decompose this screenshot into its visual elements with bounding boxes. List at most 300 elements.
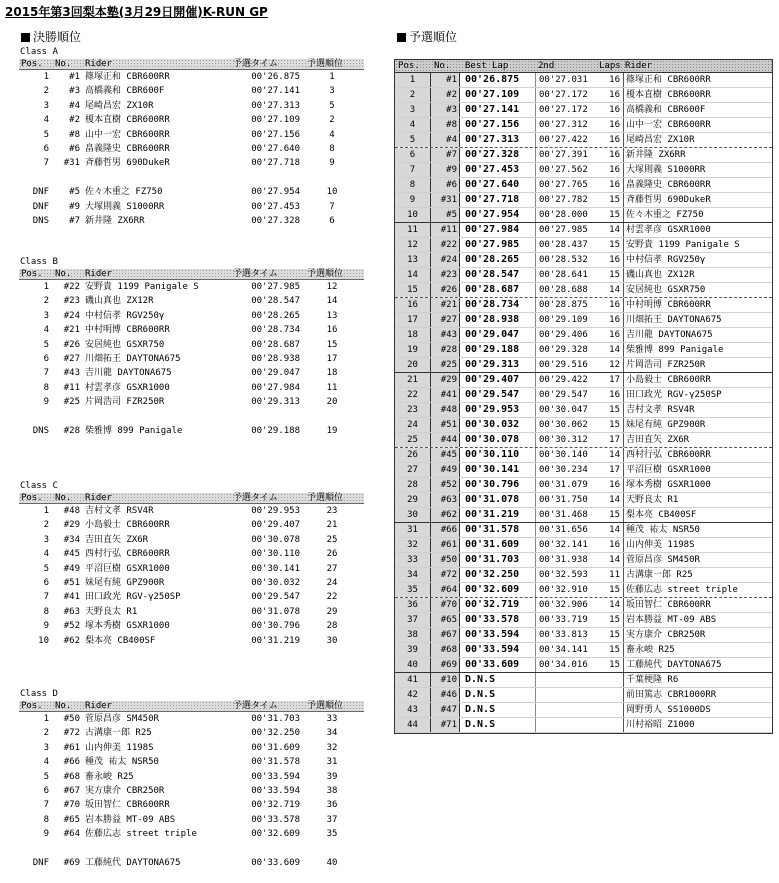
cell-no: #43 [431,328,460,342]
table-row [395,163,772,178]
cell-time: 00'29.047 [251,368,300,379]
cell-no: #10 [431,673,460,687]
cell-rider: 小島毅士 CBR600RR [85,520,170,531]
cell-laps: 17 [609,435,620,445]
cell-no: #28 [63,426,80,436]
cell-best: 00'31.609 [465,539,520,550]
cell-no: #3 [431,103,460,117]
cell-best: 00'27.313 [465,134,520,145]
cell-rider: 新井隆 ZX6RR [85,216,145,226]
cell-rank: 32 [326,742,338,753]
cell-rider: 種茂 祐太 NSR50 [85,757,159,768]
cell-rider: 坂田智仁 CBR600RR [623,598,711,612]
cell-no: #1 [431,73,460,87]
cell-laps: 14 [609,495,620,505]
cell-rank: 18 [326,368,338,379]
cell-laps: 16 [609,390,620,400]
cell-pos: 4 [43,757,49,768]
table-row [19,635,364,647]
cell-no: #22 [63,282,80,292]
cell-pos: 39 [395,643,431,657]
cell-no: #66 [63,757,80,768]
cell-no: #61 [431,538,460,552]
cell-second: 00'30.140 [535,448,597,462]
cell-second: 00'29.406 [535,328,597,342]
cell-laps [598,688,620,702]
table-row [395,268,772,283]
cell-rank: 25 [326,534,338,545]
cell-pos: 14 [395,268,431,282]
cell-pos: 25 [395,433,431,447]
table-row [395,193,772,208]
cell-pos: 9 [43,829,49,840]
cell-no: #11 [431,223,460,237]
cell-rank: 10 [326,187,338,198]
cell-pos: 44 [395,718,431,732]
cell-pos: 7 [43,158,49,169]
cell-pos: 22 [395,388,431,402]
cell-no: #43 [63,368,80,379]
cell-best: D.N.S [465,689,496,700]
cell-best: 00'29.407 [465,374,520,385]
table-row [19,425,364,437]
cell-best: 00'32.609 [465,584,520,595]
cell-best: 00'27.328 [465,149,520,160]
header-best-lap: Best Lap [465,61,509,71]
cell-second: 00'27.985 [535,223,597,237]
page-title: 2015年第3回梨本塾(3月29日開催)K-RUN GP [5,5,268,19]
cell-no: #50 [63,714,80,724]
cell-rider: 西村行弘 CBR600RR [623,448,711,462]
cell-second: 00'33.813 [535,628,597,642]
cell-rank: 13 [326,310,338,321]
cell-time: 00'29.953 [251,506,300,516]
cell-pos: 26 [395,448,431,462]
cell-rider: 山内伸美 1198S [85,742,154,753]
cell-pos: 33 [395,553,431,567]
table-row [19,814,364,826]
cell-pos: 9 [43,621,49,632]
cell-best: 00'31.703 [465,554,520,565]
cell-pos: DNF [32,858,49,868]
cell-time: 00'27.328 [251,216,300,226]
cell-laps: 15 [609,270,620,280]
cell-pos: 32 [395,538,431,552]
cell-time: 00'26.875 [251,72,300,82]
table-row [395,583,772,598]
square-bullet-icon [21,33,30,42]
cell-time: 00'33.609 [251,858,300,868]
cell-time: 00'29.547 [251,592,300,603]
cell-best: 00'29.547 [465,389,520,400]
cell-pos: 4 [395,118,431,132]
table-row [395,178,772,193]
cell-best: 00'28.938 [465,314,520,325]
cell-rider: 斉藤哲男 690DukeR [85,158,170,169]
cell-time: 00'31.703 [251,714,300,724]
cell-time: 00'33.594 [251,771,300,782]
cell-laps: 17 [609,375,620,385]
cell-rank: 14 [326,296,338,307]
cell-rider: 中村信孝 RGV250γ [85,310,165,321]
cell-second: 00'30.047 [535,403,597,417]
cell-no: #1 [69,72,80,82]
cell-no: #29 [431,373,460,387]
cell-laps: 16 [609,300,620,310]
cell-time: 00'31.078 [251,606,300,617]
cell-no: #64 [63,829,80,840]
cell-best: 00'27.453 [465,164,520,175]
cell-best: 00'30.141 [465,464,520,475]
cell-second: 00'28.875 [535,298,597,312]
cell-pos: 1 [43,72,49,82]
cell-second: 00'27.312 [535,118,597,132]
cell-pos: 2 [395,88,431,102]
cell-time: 00'31.219 [251,635,300,646]
cell-laps: 16 [609,540,620,550]
header-rider: Rider [85,493,113,503]
cell-rider: 梨本亮 CB400SF [623,508,696,522]
cell-rider: 吉田直矢 ZX6R [623,433,689,447]
cell-second: 00'27.562 [535,163,597,177]
cell-best: 00'32.250 [465,569,520,580]
cell-laps: 11 [609,570,620,580]
cell-second: 00'28.000 [535,208,597,222]
cell-second: 00'29.422 [535,373,597,387]
cell-no: #41 [63,592,80,603]
cell-pos: 15 [395,283,431,297]
table-row [19,843,364,855]
cell-rank: 21 [326,520,338,531]
cell-best: 00'27.718 [465,194,520,205]
table-row [395,463,772,478]
cell-best: 00'30.078 [465,434,520,445]
cell-laps: 15 [609,240,620,250]
header-rider: Rider [85,701,113,711]
cell-laps: 15 [609,195,620,205]
cell-rider: 新井隆 ZX6RR [623,148,686,162]
cell-second: 00'27.391 [535,148,597,162]
cell-rank: 38 [326,786,338,796]
cell-rank: 26 [326,549,338,560]
table-row [19,100,364,112]
cell-time: 00'28.938 [251,354,300,364]
cell-time: 00'28.734 [251,325,300,336]
header-rank: 予選順位 [307,59,344,69]
cell-pos: 41 [395,673,431,687]
table-row [395,283,772,298]
cell-rank: 1 [329,72,335,82]
cell-rank: 4 [329,129,335,140]
cell-rider: 篠塚正和 CBR600RR [85,72,170,82]
cell-rider: 梨本亮 CB400SF [85,635,156,646]
cell-best: 00'28.265 [465,254,520,265]
table-row [395,553,772,568]
table-row [19,785,364,797]
cell-time: 00'29.188 [251,426,300,436]
cell-time: 00'27.313 [251,100,300,111]
header-no: No. [55,701,72,711]
table-row [395,613,772,628]
cell-pos: 2 [43,520,49,531]
class-label: Class D [20,689,58,699]
cell-pos: 18 [395,328,431,342]
cell-rank: 2 [329,115,335,126]
table-row [19,172,364,184]
cell-rider: 吉川龍 DAYTONA675 [85,368,172,379]
table-row [19,129,364,141]
cell-pos: 6 [43,578,49,588]
cell-second: 00'29.547 [535,388,597,402]
cell-pos: 6 [43,786,49,796]
table-row [19,742,364,754]
cell-laps [598,673,620,687]
cell-rider: 吉村文孝 RSV4R [85,506,154,516]
cell-rider: 種茂 祐太 NSR50 [623,523,700,537]
cell-pos: 4 [43,325,49,336]
cell-best: 00'31.078 [465,494,520,505]
cell-pos: DNS [32,426,49,436]
cell-rank: 36 [326,800,338,811]
cell-pos: 3 [43,100,49,111]
cell-laps: 14 [609,285,620,295]
cell-best: 00'27.640 [465,179,520,190]
cell-no: #34 [63,534,80,545]
cell-rider: 大塚則義 S1000RR [85,201,165,212]
header-pos: Pos. [21,59,43,69]
cell-pos: 1 [395,73,431,87]
cell-no: #65 [63,814,80,825]
table-row [19,382,364,394]
cell-no: #28 [431,343,460,357]
table-row [395,598,772,613]
cell-rider: 妹尾有純 GPZ900R [623,418,705,432]
cell-laps: 15 [609,660,620,670]
cell-best: 00'26.875 [465,74,520,85]
cell-laps: 15 [609,645,620,655]
cell-second: 00'29.328 [535,343,597,357]
table-row [395,418,772,433]
cell-rank: 30 [326,635,338,646]
cell-time: 00'32.609 [251,829,300,840]
header-2nd: 2nd [538,61,555,71]
table-row [395,523,772,538]
cell-second: 00'32.141 [535,538,597,552]
cell-rider: 村雲孝彦 GSXR1000 [623,223,711,237]
cell-rank: 6 [329,216,335,226]
cell-rider: 磯山真也 ZX12R [85,296,154,307]
cell-laps: 16 [609,480,620,490]
cell-second: 00'28.532 [535,253,597,267]
cell-no: #45 [63,549,80,560]
cell-rider: 実方康介 CBR250R [623,628,705,642]
cell-time: 00'27.954 [251,187,300,198]
table-row [19,563,364,575]
table-row [19,756,364,768]
table-row [19,71,364,83]
class-header [19,493,364,504]
cell-rank: 16 [326,325,338,336]
cell-rank: 3 [329,86,335,97]
cell-rider: 塚本秀樹 GSXR1000 [85,621,170,632]
cell-second [535,703,597,717]
cell-pos: 3 [43,310,49,321]
cell-no: #64 [431,583,460,597]
cell-rider: 斉藤哲男 690DukeR [623,193,711,207]
cell-rank: 7 [329,201,335,212]
cell-rider: 平沼巨樹 GSXR1000 [85,563,170,574]
table-row [395,298,772,313]
cell-pos: 6 [43,144,49,154]
cell-no: #52 [63,621,80,632]
cell-pos: 28 [395,478,431,492]
header-pos: Pos. [21,493,43,503]
cell-rider: 菅原昌彦 SM450R [623,553,700,567]
cell-second: 00'27.422 [535,133,597,147]
cell-laps: 16 [609,315,620,325]
cell-rider: 安野貴 1199 Panigale S [623,238,740,252]
cell-pos: 3 [43,534,49,545]
cell-no: #72 [431,568,460,582]
cell-best: 00'31.578 [465,524,520,535]
cell-no: #23 [431,268,460,282]
table-row [395,433,772,448]
table-row [19,281,364,293]
header-rank: 予選順位 [307,493,344,503]
cell-best: 00'29.953 [465,404,520,415]
cell-pos: 7 [43,800,49,811]
cell-time: 00'30.796 [251,621,300,632]
cell-pos: 16 [395,298,431,312]
cell-second: 00'28.641 [535,268,597,282]
cell-laps: 17 [609,465,620,475]
cell-rider: 古溝康一郎 R25 [623,568,693,582]
header-pos: Pos. [398,61,420,71]
header-rank: 予選順位 [307,701,344,711]
class-header [19,59,364,70]
cell-best: 00'27.985 [465,239,520,250]
cell-rank: 15 [326,339,338,350]
cell-rider: 吉村文孝 RSV4R [623,403,695,417]
cell-second: 00'27.172 [535,88,597,102]
cell-pos: 3 [395,103,431,117]
cell-no: #4 [69,100,80,111]
cell-rider: 吉田直矢 ZX6R [85,534,149,545]
table-row [19,577,364,589]
table-row [19,857,364,869]
cell-no: #49 [431,463,460,477]
cell-rider: 佐々木重之 FZ750 [623,208,704,222]
cell-time: 00'27.453 [251,201,300,212]
table-row [395,388,772,403]
cell-rider: 工藤純代 DAYTONA675 [623,658,722,672]
table-row [19,534,364,546]
cell-pos: 21 [395,373,431,387]
cell-pos: 29 [395,493,431,507]
cell-pos: 34 [395,568,431,582]
cell-best: 00'28.687 [465,284,520,295]
cell-pos: 5 [43,339,49,350]
cell-rank: 33 [326,714,338,724]
cell-second [535,688,597,702]
cell-laps: 12 [609,360,620,370]
table-row [19,606,364,618]
cell-rank: 19 [326,426,338,436]
cell-laps: 15 [609,210,620,220]
cell-rank: 22 [326,592,338,603]
cell-pos: 3 [43,742,49,753]
cell-no: #21 [63,325,80,336]
cell-rider: 安居純也 GSXR750 [623,283,705,297]
cell-time: 00'31.609 [251,742,300,753]
cell-second: 00'28.437 [535,238,597,252]
cell-rank: 39 [326,771,338,782]
class-header [19,701,364,712]
table-row [19,411,364,423]
cell-no: #51 [63,578,80,588]
cell-pos: 4 [43,115,49,126]
cell-no: #8 [431,118,460,132]
cell-rider: 千葉梗隆 R6 [623,673,678,687]
cell-rider: 安野貴 1199 Panigale S [85,282,199,292]
cell-rider: 塚本秀樹 GSXR1000 [623,478,711,492]
cell-rider: 村雲孝彦 GSXR1000 [85,382,170,393]
cell-pos: 2 [43,86,49,97]
cell-time: 00'27.640 [251,144,300,154]
table-row [395,508,772,523]
cell-pos: 31 [395,523,431,537]
cell-laps: 16 [609,255,620,265]
cell-laps: 15 [609,615,620,625]
cell-no: #46 [431,688,460,702]
qualifying-section-title: 予選順位 [397,29,457,45]
cell-time: 00'27.141 [251,86,300,97]
cell-pos: 10 [38,635,49,646]
cell-laps: 15 [609,420,620,430]
cell-rider: 中村明博 CBR600RR [623,298,711,312]
cell-no: #6 [69,144,80,154]
cell-time: 00'30.032 [251,578,300,588]
cell-no: #50 [431,553,460,567]
final-section-title: 決勝順位 [21,29,81,45]
cell-pos: 42 [395,688,431,702]
cell-pos: 40 [395,658,431,672]
table-row [395,658,772,673]
table-row [19,727,364,739]
table-row [19,157,364,169]
cell-no: #29 [63,520,80,531]
cell-time: 00'28.547 [251,296,300,307]
class-header [19,269,364,280]
cell-no: #63 [63,606,80,617]
cell-rank: 37 [326,814,338,825]
class-label: Class A [20,47,58,57]
cell-best: 00'27.984 [465,224,520,235]
table-row [395,343,772,358]
cell-no: #72 [63,728,80,739]
cell-pos: 2 [43,296,49,307]
header-rider: Rider [85,269,113,279]
header-no: No. [55,59,72,69]
cell-time: 00'27.984 [251,382,300,393]
cell-no: #70 [63,800,80,811]
table-row [395,643,772,658]
cell-pos: 5 [395,133,431,147]
cell-pos: 7 [395,163,431,177]
cell-time: 00'27.156 [251,129,300,140]
qualifying-header [395,60,772,73]
header-no: No. [434,61,451,71]
